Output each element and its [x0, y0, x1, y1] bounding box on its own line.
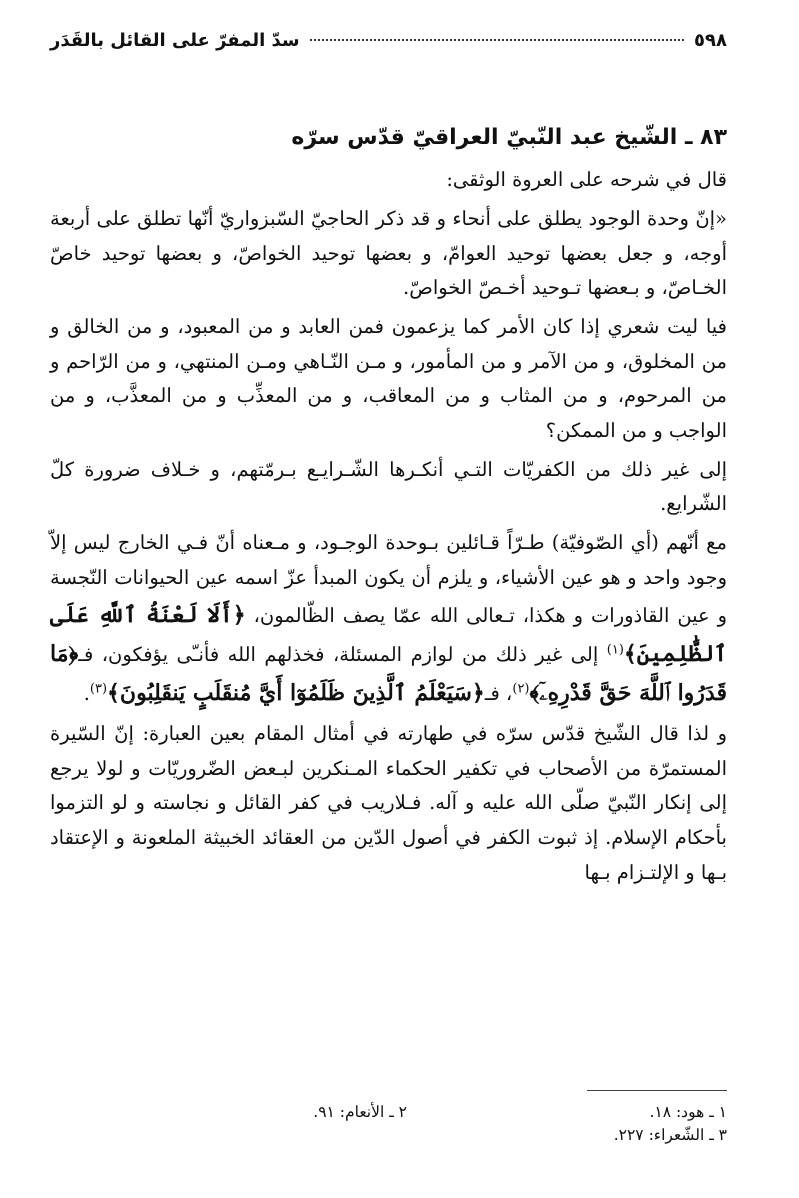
running-header — [50, 30, 727, 51]
footnote-row-1 — [50, 1101, 727, 1124]
quran-verse-3: ﴿سَيَعْلَمُ ٱلَّذِينَ ظَلَمُوٓا أَيَّ مُنقَلَبٍ يَنقَلِبُونَ﴾ — [107, 679, 485, 706]
running-title: سدّ المفرّ على القائل بالقَدَر — [50, 30, 300, 51]
paragraph-4 — [50, 526, 727, 713]
footnote-rule — [587, 1090, 727, 1091]
paragraph-2: فيا ليت شعري إذا كان الأمر كما يزعمون فمن العابد و من المعبود، و من الخالق و من المخلوق، و من الآمر و من المأمور، و مـن النّـاهي ومـن المنتهي، و من الرّاحم و من المرحوم، و من المثاب و من المعاقب، و من المعذِّب و من المعذَّب، و من الواجب و من الممكن؟ — [50, 314, 727, 443]
quran-verse-1: ﴿أَلَا لَعْنَةُ ٱللَّهِ عَلَى ٱلظَّٰلِمِينَ﴾ — [50, 601, 728, 667]
paragraph-4-end: . — [83, 681, 90, 705]
footnote-3: ٣ ـ الشّعراء: ٢٢٧. — [613, 1126, 727, 1145]
main-text — [50, 118, 727, 895]
footnote-ref-3[interactable]: (٣) — [89, 681, 108, 697]
paragraph-5: و لذا قال الشّيخ قدّس سرّه في طهارته في أمثال المقام بعين العبارة: إنّ السّيرة المستمرّة من الأصحاب في تكفير الحكماء المـنكرين لبـعض الضّروريّات و لولا يرجع إلى إنكار النّبيّ صلّى الله عليه و آله. فـلاريب في كفر القائل و نجاسته و لو التزموا بأحكام الإسلام. إذ ثبوت الكفر في أصول الدّين من العقائد الخبيثة الملعونة و الإعتقاد بـها و الإلتـزام بـها — [50, 722, 727, 884]
header-dotted-leader — [310, 39, 684, 41]
quran-verse-2: ﴿مَا قَدَرُوا ٱللَّهَ حَقَّ قَدْرِهِۦٓ﴾ — [50, 640, 727, 706]
paragraph-4-text-a: مع أنّهم (أي الصّوفيّة) طـرّاً قـائلين بـوحدة الوجـود، و مـعناه أنّ فـي الخارج ليس إلاّ وجود واحد و هو عين الأشياء، و يلزم أن يكون المبدأ عزّ اسمه عين الحيوانات النّجسة و عين القاذورات و هكذا، تـعالى الله عمّا يصف الظّالمون، — [50, 531, 728, 627]
footnote-row-2 — [50, 1124, 727, 1147]
footnote-1: ١ ـ هود: ١٨. — [649, 1103, 727, 1121]
paragraph-1: «إنّ وحدة الوجود يطلق على أنحاء و قد ذكر الحاجيّ السّبزواريّ أنّها تطلق على أربعة أوجه، و جعل بعضها توحيد العوامّ، و بعضها توحيد الخواصّ، و بعضها توحيد خاصّ الخـاصّ، و بـعضها تـوحيد أخـصّ الخواصّ. — [50, 206, 727, 300]
footnotes — [50, 1090, 727, 1148]
paragraph-4-text-b: إلى غير ذلك من لوازم المسئلة، فخذلهم الله فأنـّى يؤفكون، فـ — [78, 642, 599, 666]
footnote-ref-2[interactable]: (٢) — [512, 681, 530, 697]
paragraph-4-text-c: ، فـ — [484, 681, 513, 705]
footnote-ref-1[interactable]: (١) — [606, 642, 624, 658]
paragraph-3: إلى غير ذلك من الكفريّات التـي أنكـرها الشّـرايـع بـرمّتهم، و خـلاف ضرورة كلّ الشّرايع. — [50, 457, 727, 516]
section-heading: ٨٣ ـ الشّيخ عبد النّبيّ العراقيّ قدّس سرّه — [291, 125, 727, 150]
footnote-2: ٢ ـ الأنعام: ٩١. — [313, 1103, 407, 1121]
intro-line: قال في شرحه على العروة الوثقى: — [446, 168, 727, 192]
page-number: ٥٩٨ — [694, 30, 727, 51]
